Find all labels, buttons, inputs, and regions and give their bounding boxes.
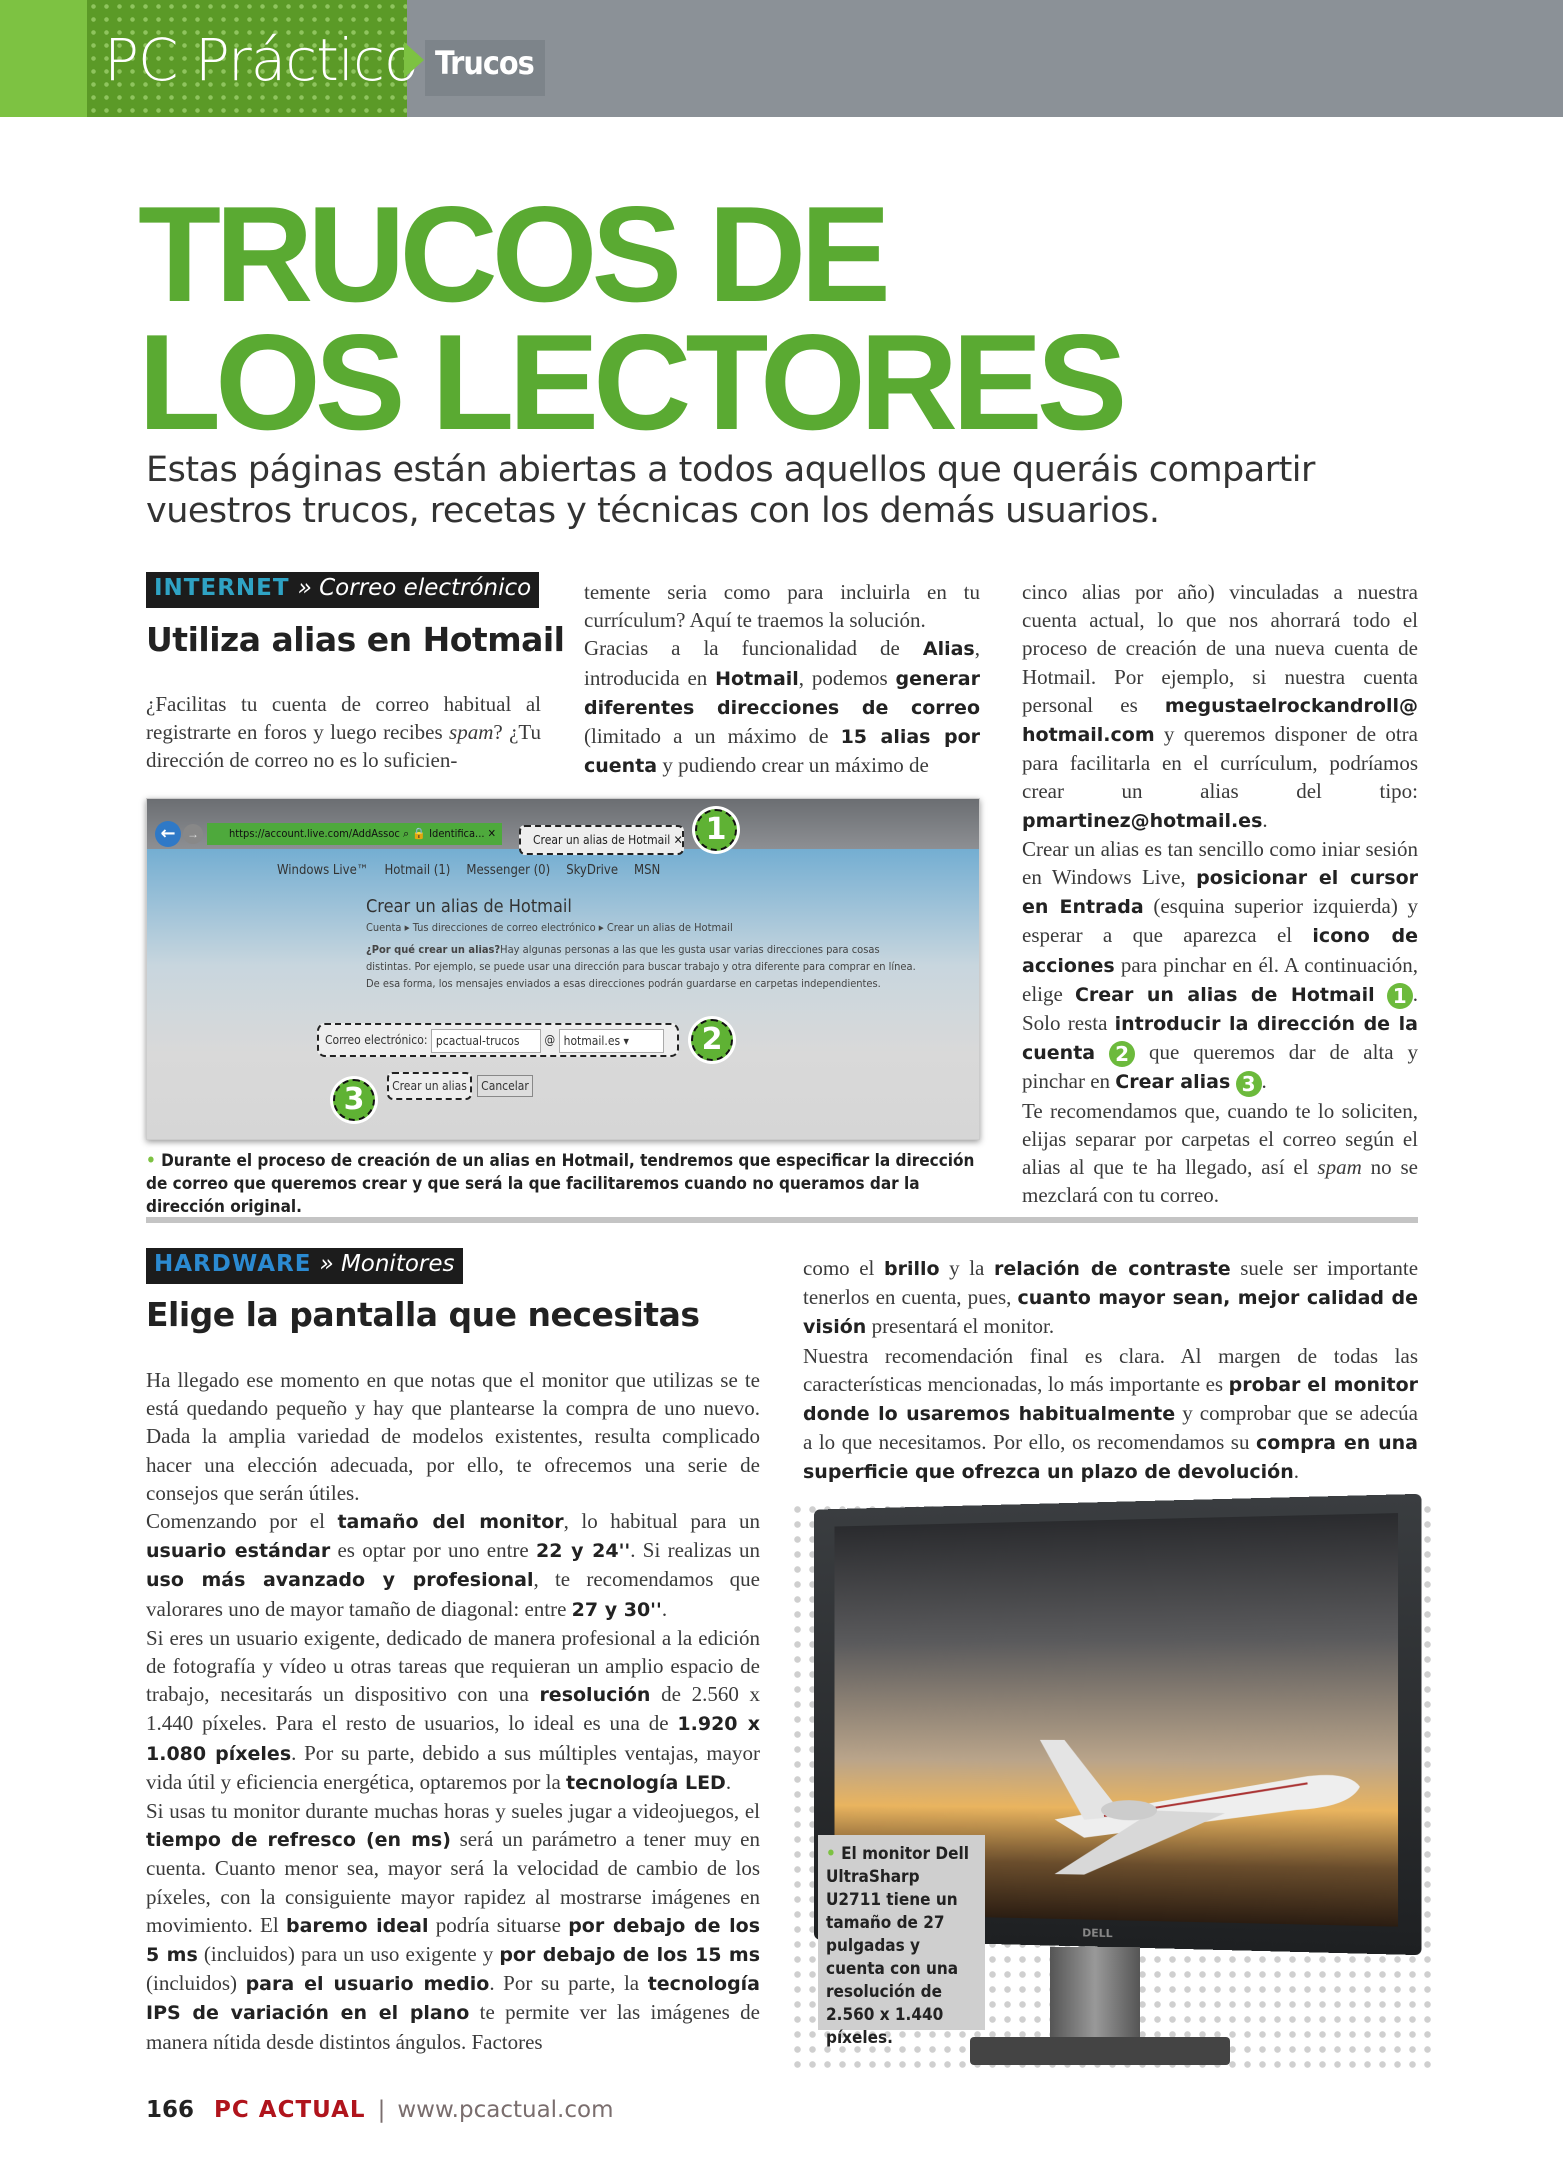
subcategory-label: » Correo electrónico: [297, 575, 532, 601]
text-run: . Por su parte, debido a sus múltiples ventajas, mayor vida útil y eficiencia energética, optaremos por la: [146, 1740, 760, 1794]
shot-why-text: Hay algunas personas a las que les gusta usar varias direcciones para cosas distintas. Por ejemplo, se puede usar una dirección para buscar trabajo y otra diferente para comprar en línea. De esa forma, los mensajes enviados a esas direcciones podrán guardarse en carpetas independientes.: [366, 943, 916, 990]
email-label: Correo electrónico:: [325, 1033, 428, 1047]
shot-why: ¿Por qué crear un alias?: [366, 943, 501, 956]
bold-text: 1.920 x 1.080 píxeles: [146, 1713, 760, 1765]
paragraph: [146, 1624, 760, 1797]
browser-tab: Crear un alias de Hotmail ✕: [519, 825, 684, 855]
section-name: PC Práctico: [104, 26, 419, 94]
shot-description: [366, 941, 926, 992]
paragraph: [803, 1254, 1418, 1342]
magazine-name: PC ACTUAL: [214, 2097, 366, 2123]
step-number-badge: 1: [1387, 983, 1413, 1009]
article-heading: Elige la pantalla que necesitas: [146, 1295, 700, 1334]
address-bar: https://account.live.com/AddAssoc ⌕ 🔒 Identifica... ✕: [207, 823, 502, 845]
paragraph: [146, 690, 541, 775]
paragraph: [146, 1797, 760, 2056]
article-column-right: [803, 1254, 1418, 1487]
bold-text: Crear un alias de Hotmail: [1074, 983, 1375, 1006]
bold-text: tecnología IPS de variación en el plano: [146, 1973, 760, 2025]
text-run: y la: [939, 1256, 994, 1280]
text-run: de 2.560 x 1.440 píxeles. Para el resto de usuarios, lo ideal es una de: [146, 1682, 760, 1736]
monitor-logo: DELL: [1082, 1926, 1113, 1941]
bullet-icon: •: [826, 1844, 842, 1864]
text-run: cinco alias por año) vinculadas a nuestra cuenta actual, lo que nos ahorrará todo el proceso de creación de una nueva cuenta de Hotmail. Por ejemplo, si nuestra cuenta personal es: [1022, 580, 1418, 717]
text-run: .: [661, 1596, 668, 1621]
bold-text: por debajo de los 15 ms: [499, 1944, 760, 1967]
article-column-2: [584, 578, 980, 780]
bold-text: introducir la dirección de la cuenta: [1022, 1013, 1419, 1065]
text-run: , lo habitual para un: [563, 1509, 760, 1534]
page-title: [138, 178, 1122, 458]
bold-text: baremo ideal: [285, 1914, 429, 1937]
domain-select: hotmail.es ▾: [559, 1029, 664, 1053]
paragraph: [584, 634, 980, 780]
caption-text: El monitor Dell UltraSharp U2711 tiene un tamaño de 27 pulgadas y cuenta con una resolución de 2.560 x 1.440 píxeles.: [826, 1844, 969, 2048]
bold-text: tiempo de refresco (en ms): [146, 1829, 451, 1852]
article-heading: Utiliza alias en Hotmail: [146, 620, 565, 659]
page-footer: [146, 2097, 614, 2123]
text-run: Gracias a la funcionalidad de: [584, 636, 923, 661]
nav-item: Messenger (0): [466, 863, 551, 878]
step-number-badge: 3: [1236, 1071, 1262, 1097]
monitor-base: [970, 2037, 1230, 2065]
bold-text: icono de acciones: [1022, 925, 1418, 977]
text-run: , te recomendamos que valorares uno de mayor tamaño de diagonal: entre: [146, 1567, 760, 1621]
create-alias-button: Crear un alias: [387, 1072, 472, 1100]
nav-item: Hotmail (1): [384, 863, 451, 878]
paragraph: [1022, 578, 1418, 835]
page-number: 166: [146, 2097, 195, 2123]
url-text: https://account.live.com/AddAssoc: [229, 827, 400, 840]
section-header: [0, 0, 1563, 117]
text-run: y comprobar que se adecúa a lo que necesitamos. Por ello, os recomendamos su: [803, 1401, 1418, 1455]
monitor-stand: [1050, 1947, 1140, 2047]
bold-text: brillo: [883, 1258, 940, 1280]
text-run: [1095, 1040, 1109, 1064]
text-run: (limitado a un máximo de: [584, 724, 841, 749]
text-run: ? ¿Tu dirección de correo no es lo suficien-: [146, 720, 542, 773]
italic-text: spam: [1317, 1155, 1362, 1180]
text-run: es optar por uno entre: [330, 1538, 537, 1563]
text-run: .: [1262, 807, 1268, 832]
text-run: .: [1261, 1069, 1267, 1094]
paragraph: [146, 1366, 760, 1507]
text-run: .: [725, 1769, 732, 1794]
website-link[interactable]: www.pcactual.com: [397, 2097, 614, 2123]
text-run: suele ser importante tenerlos en cuenta, pues,: [803, 1256, 1419, 1310]
bold-text: posicionar el cursor en Entrada: [1022, 867, 1419, 919]
shot-breadcrumb: Cuenta ▸ Tus direcciones de correo electrónico ▸ Crear un alias de Hotmail: [366, 921, 733, 934]
text-run: será un parámetro a tener muy en cuenta. Cuanto menor sea, mayor será la velocidad de cambio de los píxeles, con la consiguiente mayor rapidez al mostrarse imágenes en movimiento. El: [146, 1827, 761, 1937]
bold-text: Crear alias: [1115, 1071, 1231, 1094]
bold-text: uso más avanzado y profesional: [146, 1569, 534, 1592]
text-run: como el: [803, 1256, 884, 1280]
title-line-2: LOS LECTORES: [138, 306, 1122, 458]
step-2-badge: 2: [691, 1019, 733, 1061]
caption-text: Durante el proceso de creación de un alias en Hotmail, tendremos que especificar la dirección de correo que queremos crear y que será la que facilitaremos cuando no queramos dar la dirección original.: [146, 1151, 975, 1217]
bold-text: generar diferentes direcciones de correo: [584, 667, 980, 719]
text-run: y queremos disponer de otra para facilitarla en el currículum, podríamos crear un alias del tipo:: [1022, 722, 1418, 804]
bold-text: tecnología LED: [566, 1771, 726, 1794]
text-run: podría situarse: [428, 1912, 569, 1937]
text-run: Ha llegado ese momento en que notas que el monitor que utilizas se te está quedando pequeño y hay que plantearse la compra de uno nuevo. Dada la amplia variedad de modelos existentes, resulta complicado hacer una elección adecuada, por ello, te ofrecemos una serie de consejos que serán útiles.: [146, 1368, 760, 1505]
bold-text: resolución: [539, 1684, 651, 1707]
bold-text: Hotmail: [715, 667, 799, 690]
tab-title: Crear un alias de Hotmail: [533, 833, 671, 847]
bold-text: Alias: [922, 638, 975, 661]
text-run: , podemos: [798, 665, 896, 690]
subsection-name: Trucos: [425, 40, 545, 96]
windows-live-nav: [277, 863, 676, 878]
paragraph: [1022, 1097, 1418, 1210]
email-field: pcactual-trucos: [431, 1029, 541, 1053]
page-subtitle: Estas páginas están abiertas a todos aquellos que queráis compartir vuestros trucos, recetas y técnicas con los demás usuarios.: [146, 450, 1315, 531]
text-run: . Solo resta: [1022, 981, 1419, 1036]
text-run: que queremos dar de alta y pinchar en: [1022, 1040, 1418, 1094]
text-run: Comenzando por el: [146, 1509, 338, 1534]
text-run: Crear un alias es tan sencillo como iniar sesión en Windows Live,: [1022, 836, 1418, 890]
text-run: Si eres un usuario exigente, dedicado de manera profesional a la edición de fotografía y vídeo u otras tareas que requieran un amplio espacio de trabajo, necesitarás un dispositivo con una: [146, 1625, 760, 1707]
arrow-right-icon: [404, 42, 424, 78]
footer-separator: |: [377, 2097, 386, 2123]
paragraph: [146, 1507, 760, 1624]
email-row: [317, 1023, 679, 1057]
text-run: presentará el monitor.: [866, 1314, 1055, 1339]
step-number-badge: 2: [1109, 1041, 1135, 1067]
domain-value: hotmail.es: [563, 1033, 621, 1048]
text-run: Nuestra recomendación final es clara. Al margen de todas las características mencionadas, lo más importante es: [803, 1343, 1418, 1396]
subcategory-label: » Monitores: [319, 1251, 455, 1277]
at-sign: @: [544, 1033, 556, 1047]
nav-item: SkyDrive: [566, 863, 619, 878]
screenshot-caption: [146, 1150, 986, 1219]
text-run: (incluidos): [146, 1971, 246, 1996]
cancel-button: Cancelar: [477, 1075, 533, 1097]
text-run: . Si realizas un: [630, 1538, 761, 1563]
text-run: no se mezclará con tu correo.: [1022, 1155, 1418, 1208]
text-run: Si usas tu monitor durante muchas horas y sueles jugar a videojuegos, el: [146, 1799, 760, 1824]
article-column-3: [1022, 578, 1418, 1209]
step-3-badge: 3: [333, 1079, 375, 1121]
text-run: (esquina superior izquierda) y esperar a que aparezca el: [1022, 894, 1418, 948]
article-column-left: [146, 1366, 760, 2056]
text-run: (incluidos) para un uso exigente y: [197, 1942, 500, 1967]
text-run: ¿Facilitas tu cuenta de correo habitual al registrarte en foros y luego recibes: [146, 692, 541, 745]
bold-text: 15 alias por cuenta: [584, 726, 980, 778]
text-run: Te recomendamos que, cuando te lo soliciten, elijas separar por carpetas el correo según el alias al que te ha llegado, así el: [1022, 1098, 1418, 1180]
title-line-1: TRUCOS DE: [138, 178, 885, 330]
text-run: , introducida en: [584, 636, 980, 690]
step-1-badge: 1: [695, 809, 737, 851]
article-column-1: [146, 690, 541, 775]
bold-text: 27 y 30'': [571, 1598, 662, 1621]
bullet-icon: •: [146, 1151, 162, 1171]
bold-text: pmartinez@hotmail.es: [1022, 809, 1263, 832]
monitor-caption: [818, 1835, 985, 2048]
category-label: INTERNET: [154, 575, 290, 601]
security-text: Identifica...: [429, 827, 485, 840]
italic-text: spam: [449, 720, 494, 745]
text-run: te permite ver las imágenes de manera nítida desde distintos ángulos. Factores: [146, 2000, 760, 2054]
paragraph: [803, 1342, 1418, 1487]
text-run: .: [1293, 1459, 1300, 1484]
category-tag: [146, 572, 539, 608]
text-run: temente seria como para incluirla en tu currículum? Aquí te traemos la solución.: [584, 580, 980, 633]
bold-text: para el usuario medio: [245, 1973, 490, 1996]
monitor-photo: [790, 1502, 1437, 2072]
text-run: [1230, 1069, 1235, 1093]
bold-text: 22 y 24'': [536, 1540, 631, 1563]
bold-text: usuario estándar: [146, 1540, 331, 1563]
bold-text: relación de contraste: [993, 1258, 1231, 1280]
paragraph: [584, 578, 980, 634]
bold-text: probar el monitor donde lo usaremos habitualmente: [803, 1373, 1418, 1426]
bold-text: tamaño del monitor: [337, 1511, 564, 1534]
section-divider: [146, 1217, 1418, 1223]
paragraph: [1022, 835, 1418, 1097]
bold-text: cuanto mayor sean, mejor calidad de visión: [803, 1287, 1418, 1339]
header-green-strip: [0, 0, 87, 117]
shot-page-title: Crear un alias de Hotmail: [366, 896, 572, 917]
text-run: y pudiendo crear un máximo de: [657, 753, 929, 778]
category-tag: [146, 1248, 463, 1284]
text-run: [1375, 982, 1387, 1006]
nav-item: Windows Live™: [277, 863, 369, 878]
back-icon: ←: [155, 821, 181, 847]
browser-content: [147, 849, 980, 1140]
bold-text: por debajo de los 5 ms: [146, 1914, 761, 1967]
text-run: . Por su parte, la: [489, 1971, 648, 1996]
forward-icon: →: [183, 824, 203, 844]
text-run: para pinchar en él. A continuación, elige: [1022, 952, 1418, 1006]
hotmail-screenshot: [146, 798, 980, 1140]
bold-text: compra en una superficie que ofrezca un plazo de devolución: [803, 1432, 1418, 1484]
bold-text: megustaelrockandroll@ hotmail.com: [1022, 694, 1418, 747]
nav-item: MSN: [634, 863, 661, 878]
category-label: HARDWARE: [154, 1251, 312, 1277]
